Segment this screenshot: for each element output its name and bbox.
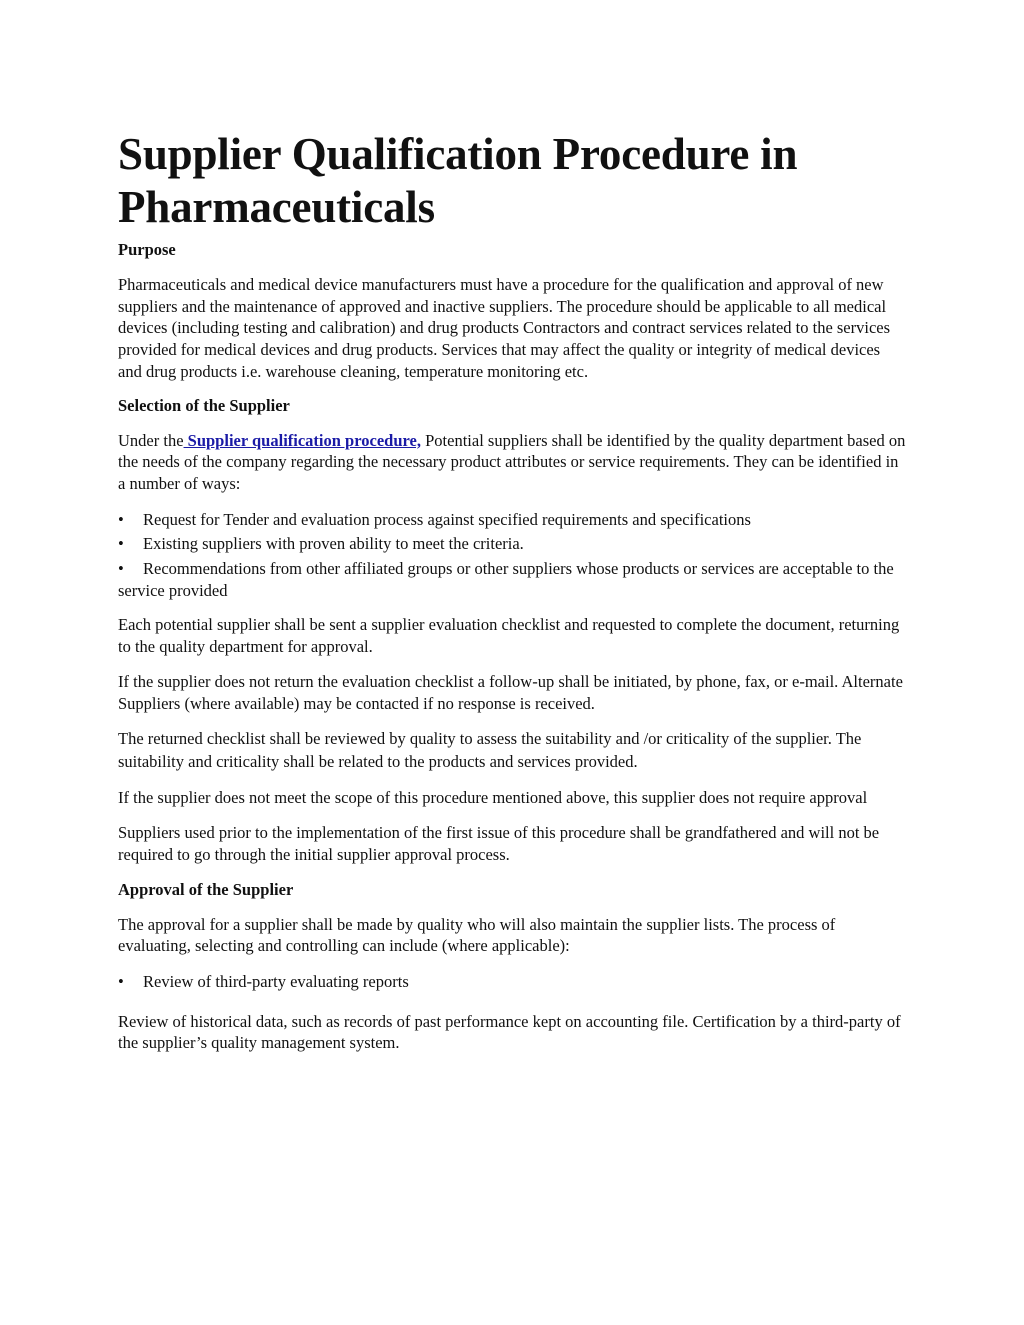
bullet-icon: • [118,972,124,992]
list-item [118,558,908,601]
list-item [118,971,908,993]
purpose-paragraph: Pharmaceuticals and medical device manufacturers must have a procedure for the qualification and approval of new suppliers and the maintenance of approved and inactive suppliers. The procedure should be applicable to all medical devices (including testing and calibration) and drug products Contractors and contract services related to the services provided for medical devices and drug products. Services that may affect the quality or integrity of medical devices and drug products i.e. warehouse cleaning, temperature monitoring etc. [118,275,891,381]
selection-heading: Selection of the Supplier [118,395,290,415]
checklist-review-paragraph: The returned checklist shall be reviewed by quality to assess the suitability and /or criticality of the supplier. The suitability and criticality shall be related to the products and services provided. [118,729,862,772]
supplier-qualification-procedure-link[interactable]: Supplier qualification procedure, [183,430,421,450]
selection-intro-before: Under the [118,430,184,450]
approval-heading: Approval of the Supplier [118,879,294,899]
selection-intro-paragraph [118,430,908,495]
approval-intro-paragraph: The approval for a supplier shall be made by quality who will also maintain the supplier lists. The process of evaluating, selecting and controlling can include (where applicable): [118,914,836,956]
list-item-text: Review of third-party evaluating reports [143,972,409,992]
document-page [118,128,908,1054]
list-item-text: Existing suppliers with proven ability to meet the criteria. [143,534,524,554]
purpose-heading: Purpose [118,240,176,259]
selection-intro-after: Potential suppliers shall be identified by the quality department based on the needs of the company regarding the necessary product attributes or service requirements. They can be identified in a number of ways: [118,430,906,493]
bullet-icon: • [118,509,124,529]
list-item [118,533,908,555]
evaluation-checklist-paragraph: Each potential supplier shall be sent a supplier evaluation checklist and requested to complete the document, returning to the quality department for approval. [118,615,900,657]
bullet-icon: • [118,559,124,579]
list-item-text: Request for Tender and evaluation process against specified requirements and specifications [143,509,751,529]
scope-paragraph: If the supplier does not meet the scope of this procedure mentioned above, this supplier does not require approval [118,788,868,808]
follow-up-paragraph: If the supplier does not return the evaluation checklist a follow-up shall be initiated, by phone, fax, or e-mail. Alternate Suppliers (where available) may be contacted if no response is received. [118,671,903,713]
list-item-text: Recommendations from other affiliated groups or other suppliers whose products or services are acceptable to the service provided [118,559,894,600]
list-item [118,509,908,531]
bullet-icon: • [118,534,124,554]
grandfathered-paragraph: Suppliers used prior to the implementation of the first issue of this procedure shall be grandfathered and will not be required to go through the initial supplier approval process. [118,823,880,864]
historical-data-paragraph: Review of historical data, such as records of past performance kept on accounting file. Certification by a third-party of the supplier’s quality management system. [118,1011,901,1053]
page-title: Supplier Qualification Procedure in Pharmaceuticals [118,129,798,232]
